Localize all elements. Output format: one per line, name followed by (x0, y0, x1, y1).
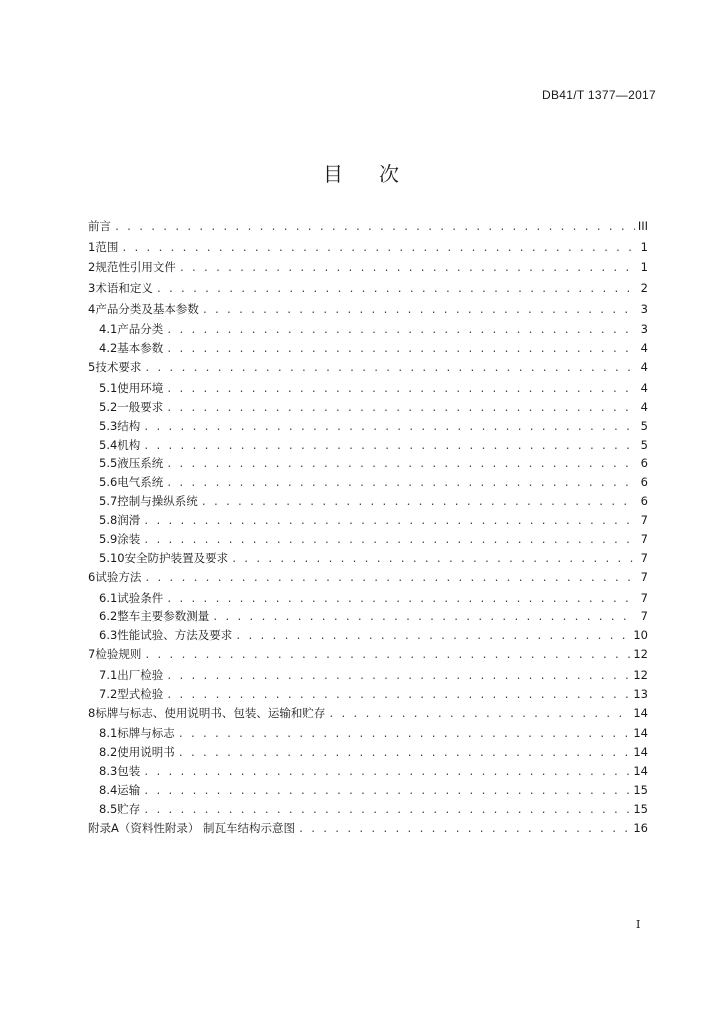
toc-entry[interactable] (88, 686, 648, 705)
toc-entry-number: 8.4 (99, 783, 118, 797)
toc-entry-page: 16 (633, 820, 648, 835)
toc-entry-number: 6 (88, 569, 96, 584)
toc-entry[interactable] (88, 380, 648, 399)
toc-entry-title: 结构 (117, 418, 141, 433)
document-code: DB41/T 1377—2017 (542, 88, 656, 102)
toc-entry-page: 14 (633, 745, 648, 760)
toc-entry-page: 4 (640, 360, 648, 375)
toc-entry-number: 5.7 (99, 494, 118, 509)
toc-entry-title: 产品分类 (117, 322, 164, 337)
toc-entry-title: 型式检验 (117, 686, 164, 701)
toc-entry-title: 标牌与标志、使用说明书、包装、运输和贮存 (95, 705, 326, 720)
toc-dot-leader (143, 783, 630, 797)
toc-entry-page: 3 (640, 322, 648, 337)
toc-entry-page: 7 (640, 569, 648, 584)
toc-entry[interactable] (88, 437, 648, 456)
toc-entry-number: 7.2 (99, 686, 118, 701)
toc-entry-title: 前言 (88, 219, 111, 233)
toc-entry-number: 5.4 (99, 437, 118, 452)
toc-entry-number: 5.8 (99, 513, 118, 528)
toc-entry[interactable] (88, 455, 648, 474)
toc-entry-number: 5.5 (99, 456, 118, 471)
toc-entry-page: 14 (633, 764, 648, 779)
toc-entry[interactable] (88, 744, 648, 763)
toc-entry-page: 1 (640, 260, 648, 275)
toc-dot-leader (143, 802, 630, 816)
toc-dot-leader (144, 570, 635, 584)
toc-entry-title: 标牌与标志 (117, 726, 175, 741)
toc-dot-leader (166, 687, 630, 701)
toc-dot-leader (166, 591, 635, 605)
toc-entry[interactable] (88, 608, 648, 627)
toc-entry-page: 4 (640, 380, 648, 395)
toc-entry-number: 4.2 (99, 341, 118, 356)
toc-entry[interactable] (88, 340, 648, 359)
toc-dot-leader (143, 438, 635, 452)
toc-entry-number: 5.6 (99, 475, 118, 490)
toc-entry-number: 8.3 (99, 764, 118, 779)
toc-entry-title: 附录A（资料性附录） 制瓦车结构示意图 (88, 820, 296, 835)
toc-entry[interactable] (88, 280, 648, 301)
toc-entry-number: 5.3 (99, 418, 118, 433)
toc-entry-page: 15 (633, 783, 648, 797)
toc-entry-title: 基本参数 (117, 341, 164, 356)
toc-entry-number: 1 (88, 239, 96, 254)
toc-entry-title: 使用环境 (117, 380, 164, 395)
toc-entry-page: 5 (640, 418, 648, 433)
toc-entry[interactable] (88, 512, 648, 531)
toc-dot-leader (179, 260, 635, 274)
toc-entry[interactable] (88, 239, 648, 260)
toc-entry-page: 10 (633, 628, 648, 643)
toc-dot-leader (298, 821, 630, 835)
toc-entry[interactable] (88, 646, 648, 667)
toc-entry[interactable] (88, 321, 648, 340)
toc-dot-leader (121, 240, 635, 254)
toc-entry[interactable] (88, 493, 648, 512)
toc-entry[interactable] (88, 627, 648, 646)
toc-entry-page: 7 (640, 550, 648, 565)
toc-dot-leader (235, 628, 630, 642)
toc-entry[interactable] (88, 782, 648, 801)
toc-entry-page: 12 (633, 667, 648, 682)
toc-entry-title: 试验条件 (117, 590, 164, 605)
toc-entry[interactable] (88, 550, 648, 569)
toc-dot-leader (202, 302, 635, 316)
toc-entry-title: 润滑 (117, 513, 141, 528)
toc-dot-leader (114, 219, 635, 233)
toc-entry-title: 液压系统 (117, 456, 164, 471)
toc-entry-title: 包装 (117, 764, 141, 779)
toc-entry[interactable] (88, 474, 648, 493)
toc-entry[interactable] (88, 725, 648, 744)
toc-dot-leader (166, 341, 635, 355)
toc-entry-number: 6.1 (99, 590, 118, 605)
toc-entry-number: 4 (88, 301, 96, 316)
toc-entry-title: 规范性引用文件 (95, 260, 176, 275)
toc-entry-number: 6.3 (99, 628, 118, 643)
toc-entry-title: 涂装 (117, 532, 141, 547)
toc-dot-leader (143, 764, 630, 778)
toc-dot-leader (201, 494, 635, 508)
toc-entry-title: 整车主要参数测量 (117, 609, 210, 624)
toc-dot-leader (143, 419, 635, 433)
toc-entry-title: 安全防护装置及要求 (124, 550, 229, 565)
toc-dot-leader (156, 281, 635, 295)
toc-heading (0, 158, 724, 187)
toc-entry-page: 7 (640, 609, 648, 624)
toc-dot-leader (144, 647, 630, 661)
toc-entry-title: 技术要求 (95, 360, 142, 375)
toc-dot-leader (166, 668, 630, 682)
toc-entry-page: 6 (640, 475, 648, 490)
toc-entry-number: 5 (88, 360, 96, 375)
toc-entry-number: 5.10 (99, 550, 125, 565)
toc-entry[interactable] (88, 399, 648, 418)
toc-entry-page: 5 (640, 437, 648, 452)
toc-entry-page: 4 (640, 341, 648, 356)
toc-entry-page: 13 (633, 686, 648, 701)
toc-entry-page: 6 (640, 494, 648, 509)
toc-dot-leader (144, 360, 635, 374)
toc-dot-leader (166, 456, 635, 470)
toc-entry-page: 7 (640, 532, 648, 547)
toc-entry-page: 3 (640, 301, 648, 316)
toc-entry[interactable] (88, 359, 648, 380)
toc-entry-title: 出厂检验 (117, 667, 164, 682)
toc-entry-title: 使用说明书 (117, 745, 175, 760)
toc-entry[interactable] (88, 667, 648, 686)
toc-dot-leader (212, 609, 635, 623)
toc-entry-page: 14 (633, 726, 648, 741)
toc-entry[interactable] (88, 418, 648, 437)
toc-entry-page: 15 (633, 801, 648, 816)
toc-entry-title: 产品分类及基本参数 (95, 301, 199, 316)
toc-entry-number: 3 (88, 281, 96, 296)
toc-heading-char-1: 目 (323, 162, 345, 186)
table-of-contents (88, 218, 648, 840)
toc-entry-page: 14 (633, 705, 648, 720)
toc-entry-number: 8.1 (99, 726, 118, 741)
toc-entry-title: 机构 (117, 437, 141, 452)
toc-dot-leader (328, 706, 630, 720)
toc-entry-title: 范围 (95, 239, 119, 254)
toc-entry-page: 4 (640, 399, 648, 414)
toc-entry[interactable] (88, 763, 648, 782)
toc-entry-title: 术语和定义 (95, 281, 153, 296)
toc-entry[interactable] (88, 590, 648, 609)
toc-entry-number: 5.2 (99, 399, 118, 414)
toc-heading-char-2: 次 (379, 162, 401, 186)
toc-entry-page: 7 (640, 590, 648, 605)
toc-entry-title: 一般要求 (117, 399, 164, 414)
toc-entry[interactable] (88, 705, 648, 726)
toc-entry-number: 5.9 (99, 532, 118, 547)
toc-entry[interactable] (88, 569, 648, 590)
toc-entry[interactable] (88, 801, 648, 820)
toc-entry[interactable] (88, 820, 648, 841)
toc-entry-number: 4.1 (99, 322, 118, 337)
toc-entry-number: 8.5 (99, 801, 118, 816)
toc-entry-number: 8 (88, 705, 96, 720)
toc-entry-title: 性能试验、方法及要求 (117, 628, 233, 643)
toc-entry-page: III (637, 219, 648, 233)
toc-entry-page: 12 (633, 647, 648, 662)
toc-dot-leader (166, 381, 635, 395)
toc-entry-number: 7 (88, 647, 96, 662)
toc-dot-leader (143, 532, 635, 546)
toc-entry[interactable] (88, 531, 648, 550)
toc-entry-title: 控制与操纵系统 (117, 494, 198, 509)
toc-dot-leader (143, 513, 635, 527)
toc-entry-title: 电气系统 (117, 475, 164, 490)
toc-dot-leader (178, 745, 631, 759)
toc-entry-title: 贮存 (117, 801, 141, 816)
toc-dot-leader (178, 726, 631, 740)
toc-entry-page: 1 (640, 239, 648, 254)
toc-dot-leader (166, 400, 635, 414)
toc-entry-number: 6.2 (99, 609, 118, 624)
toc-dot-leader (166, 322, 635, 336)
toc-entry-page: 6 (640, 456, 648, 471)
page-number: I (636, 918, 641, 931)
toc-entry[interactable] (88, 259, 648, 280)
toc-entry-page: 2 (640, 281, 648, 296)
toc-entry-number: 8.2 (99, 745, 118, 760)
toc-entry-title: 试验方法 (95, 569, 142, 584)
toc-entry-title: 运输 (117, 783, 141, 797)
toc-entry-number: 5.1 (99, 380, 118, 395)
toc-dot-leader (231, 551, 635, 565)
toc-entry-number: 7.1 (99, 667, 118, 682)
toc-entry[interactable] (88, 301, 648, 322)
toc-entry[interactable] (88, 218, 648, 239)
toc-entry-title: 检验规则 (95, 647, 142, 662)
toc-dot-leader (166, 475, 635, 489)
toc-entry-number: 2 (88, 260, 96, 275)
toc-entry-page: 7 (640, 513, 648, 528)
